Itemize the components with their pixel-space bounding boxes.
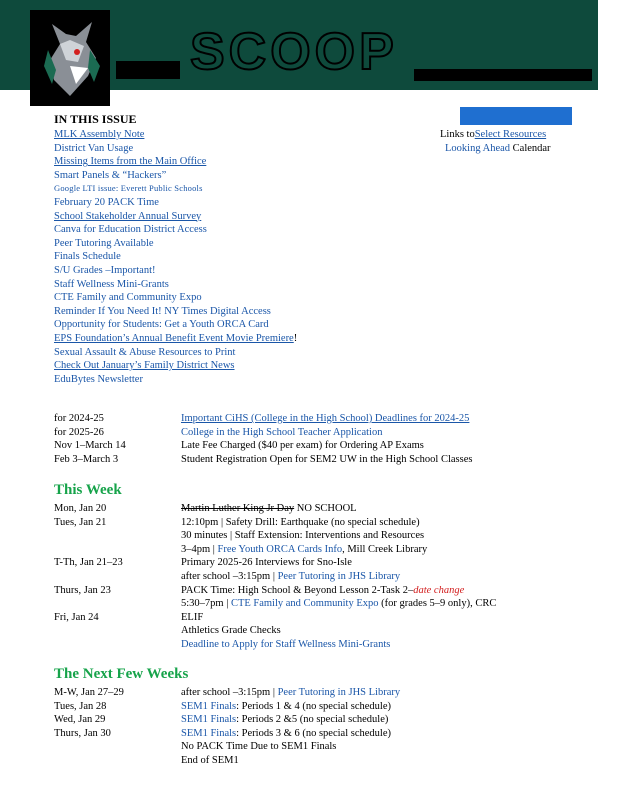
issue-item[interactable]: [54, 278, 297, 292]
issue-item-label[interactable]: Sexual Assault & Abuse Resources to Print: [54, 346, 236, 358]
blue-highlight-box: [460, 107, 572, 125]
links-prefix: Links to: [440, 129, 475, 140]
event-text: Student Registration Open for SEM2 UW in the High School Classes: [181, 453, 473, 465]
schedule-date: for 2024-25: [54, 413, 104, 424]
event-link[interactable]: Important CiHS (College in the High School) Deadlines for 2024-25: [181, 413, 470, 424]
schedule-event: [181, 570, 400, 584]
schedule-event: [181, 543, 427, 557]
schedule-event: [181, 624, 281, 638]
issue-item[interactable]: [54, 264, 297, 278]
schedule-date: M-W, Jan 27–29: [54, 687, 124, 698]
schedule-date: for 2025-26: [54, 426, 104, 438]
schedule-event: [181, 740, 336, 754]
issue-item[interactable]: [54, 210, 297, 224]
event-text: after school –3:15pm |: [181, 571, 278, 582]
issue-item[interactable]: [54, 128, 297, 142]
issue-item-label[interactable]: Google LTI issue: Everett Public Schools: [54, 183, 203, 194]
schedule-date: Tues, Jan 28: [54, 700, 107, 712]
issue-item-suffix: !: [293, 332, 298, 344]
event-text: No PACK Time Due to SEM1 Finals: [181, 741, 337, 753]
issue-item-label[interactable]: District Van Usage: [54, 142, 134, 154]
schedule-date: Feb 3–March 3: [54, 453, 119, 465]
schedule-date: Thurs, Jan 23: [54, 584, 111, 596]
sidebar-links: [440, 128, 551, 156]
issue-item[interactable]: [54, 237, 297, 251]
event-text: Athletics Grade Checks: [181, 625, 281, 637]
issue-item[interactable]: [54, 182, 297, 196]
event-link[interactable]: Deadline to Apply for Staff Wellness Mini-Grants: [181, 639, 391, 650]
schedule-event: [181, 439, 424, 453]
schedule-event: [181, 754, 239, 768]
schedule-event: [181, 638, 390, 652]
event-text: Safety Drill: Earthquake (no special schedule): [225, 516, 420, 528]
masthead-title: SCOOP: [190, 23, 398, 81]
event-link[interactable]: SEM1 Finals: [181, 727, 237, 739]
issue-item[interactable]: [54, 223, 297, 237]
issue-item[interactable]: [54, 346, 297, 360]
issue-item-label[interactable]: School Stakeholder Annual Survey: [54, 210, 202, 222]
schedule-event: [181, 584, 464, 598]
issue-item[interactable]: [54, 250, 297, 264]
schedule-event: [181, 529, 424, 543]
schedule-event: [181, 412, 469, 426]
event-text: : Periods 2 &5 (no special schedule): [236, 714, 389, 726]
schedule-event: [181, 700, 391, 714]
issue-item-label[interactable]: EduBytes Newsletter: [54, 373, 143, 385]
event-text: Martin Luther King Jr Day: [181, 503, 295, 514]
event-link[interactable]: SEM1 Finals: [181, 700, 237, 712]
schedule-event: [181, 611, 203, 625]
issue-item-label[interactable]: MLK Assembly Note: [54, 129, 145, 140]
sidebar-links-line: [440, 128, 551, 142]
event-text: : Periods 1 & 4 (no special schedule): [236, 700, 391, 712]
schedule-date: T-Th, Jan 21–23: [54, 557, 123, 569]
event-text: 5:30–7pm |: [181, 598, 231, 610]
calendar-label: Calendar: [512, 143, 551, 154]
schedule-date: Thurs, Jan 30: [54, 727, 111, 739]
event-text: , Mill Creek Library: [342, 543, 428, 555]
issue-item[interactable]: [54, 291, 297, 305]
event-link[interactable]: SEM1 Finals: [181, 714, 237, 726]
schedule-date: Wed, Jan 29: [54, 714, 106, 726]
looking-ahead-link[interactable]: Looking Ahead: [445, 143, 511, 154]
event-link[interactable]: CTE Family and Community Expo: [230, 598, 379, 610]
issue-item-label[interactable]: S/U Grades –Important!: [54, 264, 156, 276]
schedule-date: Nov 1–March 14: [54, 440, 126, 452]
issue-item-label[interactable]: Peer Tutoring Available: [54, 237, 154, 249]
issue-item[interactable]: [54, 305, 297, 319]
issue-item-label[interactable]: Missing Items from the Main Office: [54, 156, 207, 168]
event-text: Late Fee Charged ($40 per exam) for Ordering AP Exams: [181, 440, 424, 452]
event-text: : Periods 3 & 6 (no special schedule): [236, 727, 391, 739]
this-week-heading: This Week: [54, 482, 122, 498]
event-link[interactable]: Free Youth ORCA Cards Info: [217, 543, 343, 555]
issue-item[interactable]: [54, 196, 297, 210]
event-text: |: [220, 516, 226, 528]
banner-black-bar-right: [414, 69, 592, 81]
schedule-event: [181, 686, 400, 700]
issue-item[interactable]: [54, 359, 297, 373]
in-this-issue-list: [54, 128, 297, 386]
issue-item[interactable]: [54, 142, 297, 156]
schedule-date: Tues, Jan 21: [54, 516, 107, 528]
event-link[interactable]: Peer Tutoring in JHS Library: [277, 687, 401, 698]
sidebar-calendar-line: [440, 142, 551, 156]
schedule-event: [181, 556, 352, 570]
issue-item-label[interactable]: February 20 PACK Time: [54, 196, 159, 208]
issue-item-label[interactable]: Canva for Education District Access: [54, 224, 207, 236]
issue-item[interactable]: [54, 332, 297, 346]
next-weeks-heading: The Next Few Weeks: [54, 666, 189, 682]
schedule-event: [181, 516, 420, 530]
event-link[interactable]: Peer Tutoring in JHS Library: [277, 571, 401, 582]
issue-item-label[interactable]: Finals Schedule: [54, 251, 121, 263]
event-text: PACK Time: High School & Beyond Lesson 2-Task 2–: [181, 584, 414, 596]
event-text: date change: [413, 584, 465, 596]
banner-black-bar-left: [116, 61, 180, 79]
wolf-head-icon: [30, 10, 110, 106]
event-text: 3–4pm |: [181, 543, 218, 555]
issue-item-label[interactable]: CTE Family and Community Expo: [54, 292, 202, 304]
issue-item-label[interactable]: Check Out January’s Family District News: [54, 360, 235, 372]
schedule-event: [181, 727, 391, 741]
event-text: 30 minutes | Staff Extension: Interventions and Resources: [181, 530, 425, 542]
event-text: after school –3:15pm |: [181, 687, 278, 698]
issue-item[interactable]: [54, 373, 297, 387]
event-text: 12:10pm: [181, 516, 221, 528]
schedule-date: Fri, Jan 24: [54, 611, 99, 623]
event-text: End of SEM1: [181, 755, 239, 766]
in-this-issue-heading: IN THIS ISSUE: [54, 112, 137, 126]
event-text: ELIF: [181, 611, 204, 623]
issue-item-label[interactable]: EPS Foundation’s Annual Benefit Event Movie Premiere: [54, 332, 294, 344]
issue-item-label[interactable]: Smart Panels & “Hackers”: [54, 169, 167, 181]
issue-item-label[interactable]: Opportunity for Students: Get a Youth ORCA Card: [54, 319, 269, 331]
issue-item[interactable]: [54, 169, 297, 183]
issue-item-label[interactable]: Reminder If You Need It! NY Times Digital Access: [54, 305, 271, 317]
issue-item-label[interactable]: Staff Wellness Mini-Grants: [54, 278, 169, 290]
event-link[interactable]: College in the High School Teacher Application: [181, 426, 383, 438]
schedule-date: Mon, Jan 20: [54, 503, 107, 514]
issue-item[interactable]: [54, 155, 297, 169]
issue-item[interactable]: [54, 318, 297, 332]
schedule-event: [181, 426, 382, 440]
select-resources-link[interactable]: Select Resources: [474, 129, 547, 140]
event-text: NO SCHOOL: [294, 503, 357, 514]
schedule-event: [181, 453, 472, 467]
schedule-event: [181, 713, 388, 727]
schedule-event: [181, 502, 357, 516]
event-text: (for grades 5–9 only), CRC: [378, 598, 497, 610]
wolf-logo: [30, 10, 110, 106]
schedule-event: [181, 597, 496, 611]
event-text: Primary 2025-26 Interviews for Sno-Isle: [181, 557, 352, 569]
